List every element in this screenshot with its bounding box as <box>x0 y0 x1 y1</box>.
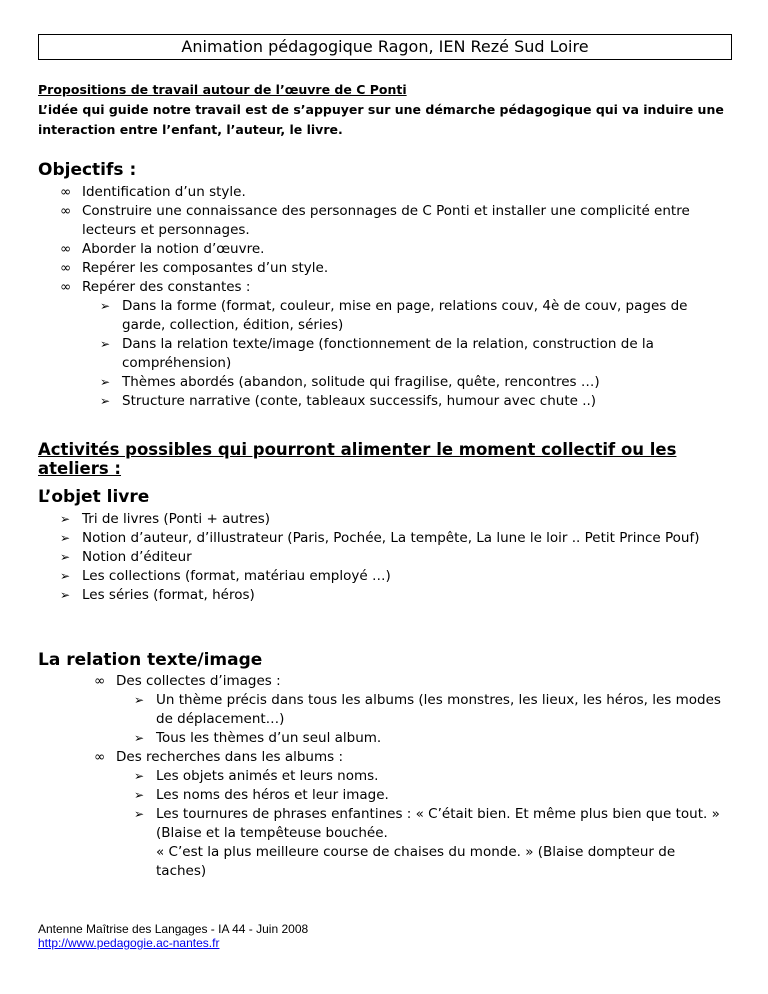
relation-heading: La relation texte/image <box>38 650 263 670</box>
intro-text: L’idée qui guide notre travail est de s’appuyer sur une démarche pédagogique qui va induire une interaction entre l’enfant, l’auteur, le livre. <box>38 102 724 137</box>
list-item-label: Repérer des constantes : <box>82 279 251 295</box>
objet-livre-heading: L’objet livre <box>38 487 150 507</box>
recherches-sublist <box>134 767 728 881</box>
constantes-sublist <box>100 297 728 411</box>
list-item <box>134 805 728 881</box>
list-item: ∞ Aborder la notion d’œuvre. <box>60 240 728 259</box>
list-item: ➢ Tri de livres (Ponti + autres) <box>60 510 728 529</box>
list-item: ➢ Dans la relation texte/image (fonctionnement de la relation, construction de la compréhension) <box>100 335 728 373</box>
list-item: ➢ Les objets animés et leurs noms. <box>134 767 728 786</box>
list-item <box>94 748 728 881</box>
relation-list <box>94 672 728 881</box>
activites-heading: Activités possibles qui pourront alimenter le moment collectif ou les ateliers : <box>38 440 677 478</box>
quote-line: ➢ Les tournures de phrases enfantines : « C’était bien. Et même plus bien que tout. » (Blaise et la tempêteuse bouchée. <box>156 806 720 841</box>
list-item: ∞ Identification d’un style. <box>60 183 728 202</box>
list-item: ➢ Thèmes abordés (abandon, solitude qui fragilise, quête, rencontres …) <box>100 373 728 392</box>
intro-block <box>38 80 730 140</box>
quote-line: « C’est la plus meilleure course de chaises du monde. » (Blaise dompteur de taches) <box>156 844 676 879</box>
list-item-label: Des recherches dans les albums : <box>116 749 344 765</box>
collectes-sublist <box>134 691 728 748</box>
list-item <box>60 278 728 411</box>
list-item: ➢ Les noms des héros et leur image. <box>134 786 728 805</box>
list-item: ∞ Construire une connaissance des personnages de C Ponti et installer une complicité entre lecteurs et personnages. <box>60 202 728 240</box>
list-item: ➢ Tous les thèmes d’un seul album. <box>134 729 728 748</box>
list-item: ➢ Structure narrative (conte, tableaux successifs, humour avec chute ..) <box>100 392 728 411</box>
list-item: ➢ Notion d’auteur, d’illustrateur (Paris, Pochée, La tempête, La lune le loir .. Petit Prince Pouf) <box>60 529 728 548</box>
footer <box>38 922 308 950</box>
list-item-label: Des collectes d’images : <box>116 673 281 689</box>
objet-livre-list <box>60 510 728 605</box>
intro-heading: Propositions de travail autour de l’œuvre de C Ponti <box>38 82 407 97</box>
list-item: ➢ Un thème précis dans tous les albums (les monstres, les lieux, les héros, les modes de déplacement…) <box>134 691 728 729</box>
list-item: ➢ Les collections (format, matériau employé …) <box>60 567 728 586</box>
list-item: ➢ Notion d’éditeur <box>60 548 728 567</box>
footer-credit: Antenne Maîtrise des Langages - IA 44 - Juin 2008 <box>38 922 309 936</box>
objectifs-heading: Objectifs : <box>38 160 137 180</box>
objectifs-list <box>60 183 728 411</box>
list-item: ∞ Repérer les composantes d’un style. <box>60 259 728 278</box>
footer-link[interactable]: http://www.pedagogie.ac-nantes.fr <box>38 936 220 950</box>
list-item: ➢ Dans la forme (format, couleur, mise en page, relations couv, 4è de couv, pages de garde, collection, édition, séries) <box>100 297 728 335</box>
list-item: ➢ Les séries (format, héros) <box>60 586 728 605</box>
list-item <box>94 672 728 748</box>
page-title: Animation pédagogique Ragon, IEN Rezé Sud Loire <box>38 34 732 60</box>
